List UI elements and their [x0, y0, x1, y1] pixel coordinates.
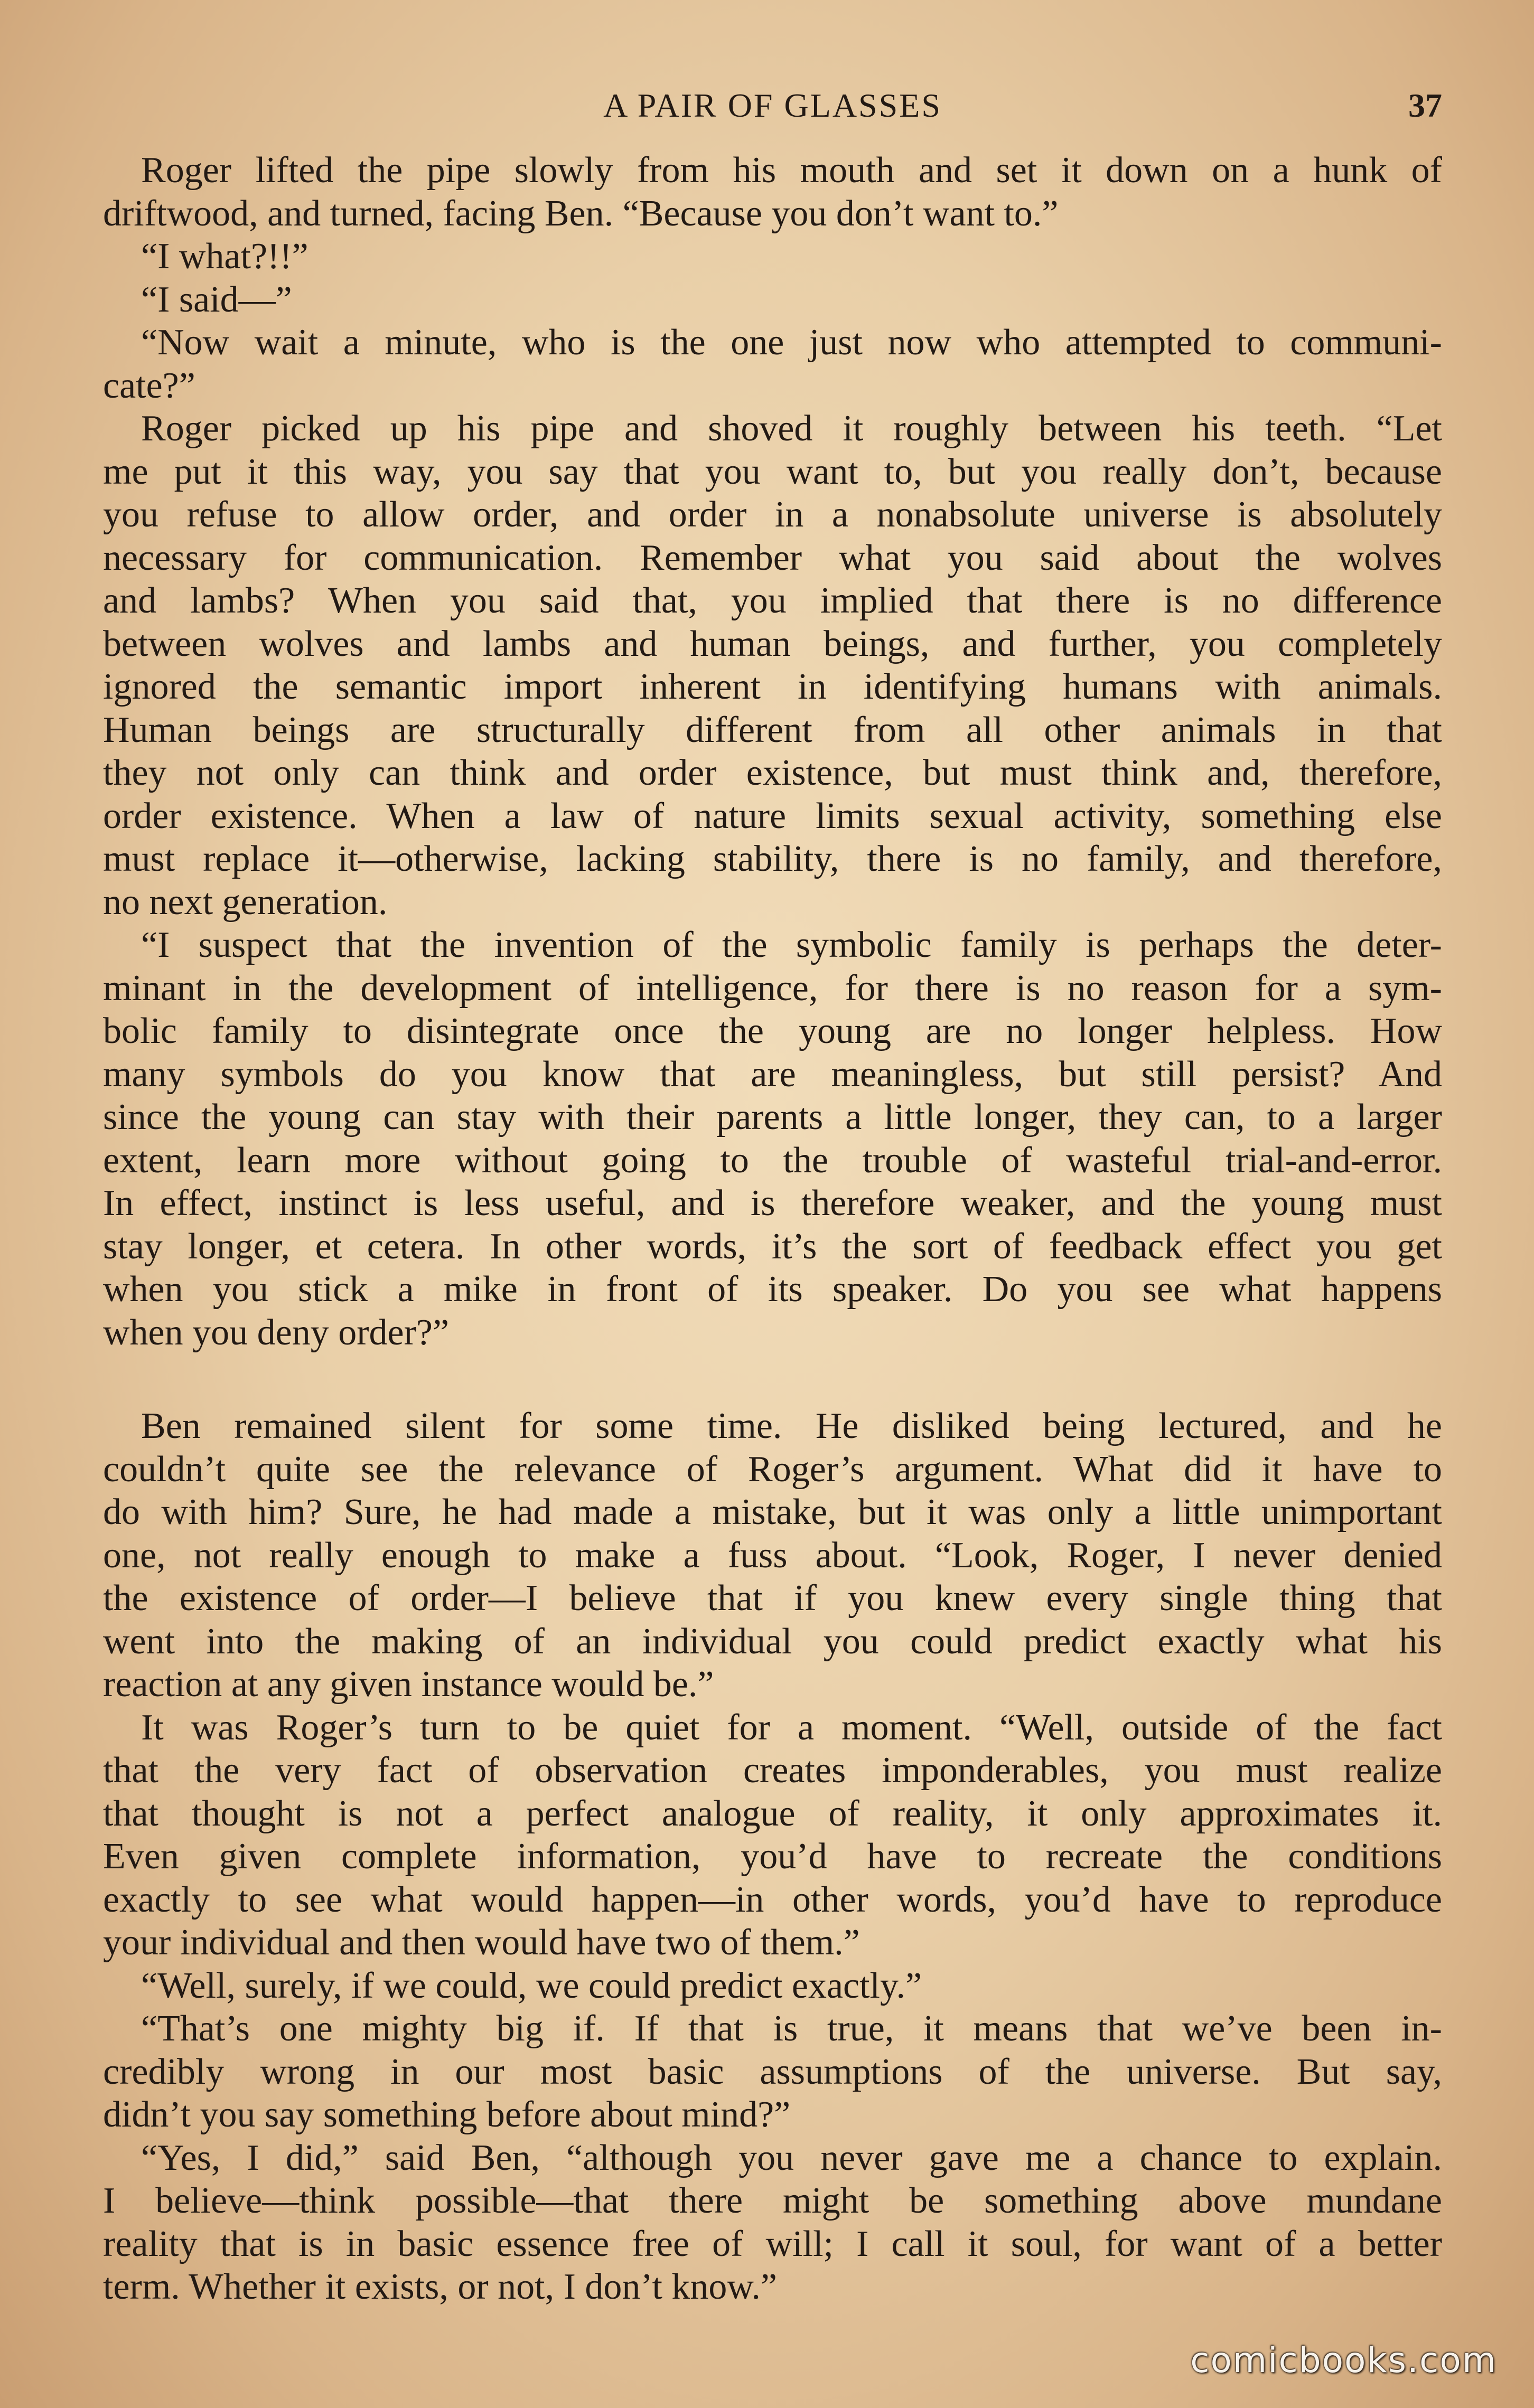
- body-text: [103, 149, 1442, 2309]
- text-line: no next generation.: [103, 881, 388, 923]
- text-line: you refuse to allow order, and order in a nonabsolute universe is absolutely: [103, 494, 1442, 535]
- text-line: driftwood, and turned, facing Ben. “Because you don’t want to.”: [103, 193, 1059, 234]
- text-line: your individual and then would have two of them.”: [103, 1922, 860, 1963]
- text-line: that the very fact of observation creates imponderables, you must realize: [103, 1750, 1442, 1791]
- text-line: extent, learn more without going to the trouble of wasteful trial-and-error.: [103, 1140, 1442, 1181]
- running-title: A PAIR OF GLASSES: [603, 87, 942, 124]
- text-line: reaction at any given instance would be.”: [103, 1664, 714, 1705]
- text-line: couldn’t quite see the relevance of Roger’s argument. What did it have to: [103, 1448, 1442, 1490]
- text-line: must replace it—otherwise, lacking stability, there is no family, and therefore,: [103, 839, 1442, 879]
- paragraph: [103, 278, 1442, 322]
- text-line: reality that is in basic essence free of will; I call it soul, for want of a better: [103, 2223, 1442, 2264]
- text-line: necessary for communication. Remember what you said about the wolves: [103, 537, 1442, 578]
- paragraph: [103, 1706, 1442, 1964]
- text-line: exactly to see what would happen—in other words, you’d have to reproduce: [103, 1879, 1442, 1920]
- text-line: when you deny order?”: [103, 1312, 450, 1353]
- text-line: between wolves and lambs and human beings, and further, you completely: [103, 623, 1442, 664]
- text-line: and lambs? When you said that, you implied that there is no difference: [103, 580, 1442, 621]
- paragraph: [103, 149, 1442, 235]
- text-line: Human beings are structurally different from all other animals in that: [103, 709, 1442, 750]
- watermark: comicbooks.com: [1190, 2340, 1497, 2381]
- text-line: when you stick a mike in front of its speaker. Do you see what happens: [103, 1269, 1442, 1310]
- text-line: Ben remained silent for some time. He disliked being lectured, and he: [141, 1406, 1442, 1446]
- text-line: I believe—think possible—that there might be something above mundane: [103, 2180, 1442, 2221]
- text-line: “I what?!!”: [141, 236, 308, 277]
- paragraph: [103, 1964, 1442, 2008]
- text-line: “Well, surely, if we could, we could predict exactly.”: [141, 1965, 922, 2006]
- text-line: “I said—”: [141, 279, 292, 320]
- paragraph: [103, 2137, 1442, 2309]
- text-line: order existence. When a law of nature limits sexual activity, something else: [103, 795, 1442, 836]
- text-line: since the young can stay with their parents a little longer, they can, to a larger: [103, 1097, 1442, 1137]
- page-number: 37: [1408, 87, 1442, 124]
- text-line: many symbols do you know that are meaningless, but still persist? And: [103, 1054, 1442, 1095]
- text-line: “That’s one mighty big if. If that is true, it means that we’ve been in-: [141, 2008, 1442, 2049]
- text-line: “Now wait a minute, who is the one just now who attempted to communi-: [141, 322, 1442, 363]
- paragraph: [103, 321, 1442, 407]
- text-line: they not only can think and order existence, but must think and, therefore,: [103, 752, 1442, 793]
- text-line: Even given complete information, you’d have to recreate the conditions: [103, 1836, 1442, 1877]
- page-header: [103, 79, 1442, 132]
- paragraph: [103, 2007, 1442, 2137]
- text-line: me put it this way, you say that you want to, but you really don’t, because: [103, 451, 1442, 492]
- text-line: ignored the semantic import inherent in identifying humans with animals.: [103, 666, 1442, 707]
- text-line: Roger lifted the pipe slowly from his mouth and set it down on a hunk of: [141, 150, 1442, 191]
- text-line: minant in the development of intelligence, for there is no reason for a sym-: [103, 967, 1442, 1009]
- text-line: bolic family to disintegrate once the young are no longer helpless. How: [103, 1011, 1442, 1051]
- text-line: term. Whether it exists, or not, I don’t know.”: [103, 2266, 777, 2307]
- text-line: went into the making of an individual you could predict exactly what his: [103, 1621, 1442, 1662]
- text-line: do with him? Sure, he had made a mistake, but it was only a little unimportant: [103, 1492, 1442, 1532]
- text-line: It was Roger’s turn to be quiet for a moment. “Well, outside of the fact: [141, 1707, 1442, 1748]
- text-line: cate?”: [103, 365, 195, 406]
- text-line: didn’t you say something before about mind?”: [103, 2094, 791, 2135]
- text-line: that thought is not a perfect analogue of reality, it only approximates it.: [103, 1793, 1442, 1834]
- text-line: credibly wrong in our most basic assumptions of the universe. But say,: [103, 2051, 1442, 2092]
- paragraph: [103, 235, 1442, 278]
- text-line: In effect, instinct is less useful, and is therefore weaker, and the young must: [103, 1183, 1442, 1224]
- text-line: one, not really enough to make a fuss about. “Look, Roger, I never denied: [103, 1535, 1442, 1576]
- paragraph: [103, 924, 1442, 1354]
- text-line: “I suspect that the invention of the symbolic family is perhaps the deter-: [141, 925, 1442, 965]
- paragraph: [103, 407, 1442, 924]
- text-line: the existence of order—I believe that if you knew every single thing that: [103, 1578, 1442, 1619]
- text-line: Roger picked up his pipe and shoved it roughly between his teeth. “Let: [141, 408, 1442, 449]
- paragraph: [103, 1405, 1442, 1706]
- text-line: stay longer, et cetera. In other words, it’s the sort of feedback effect you get: [103, 1226, 1442, 1267]
- text-line: “Yes, I did,” said Ben, “although you never gave me a chance to explain.: [141, 2137, 1442, 2178]
